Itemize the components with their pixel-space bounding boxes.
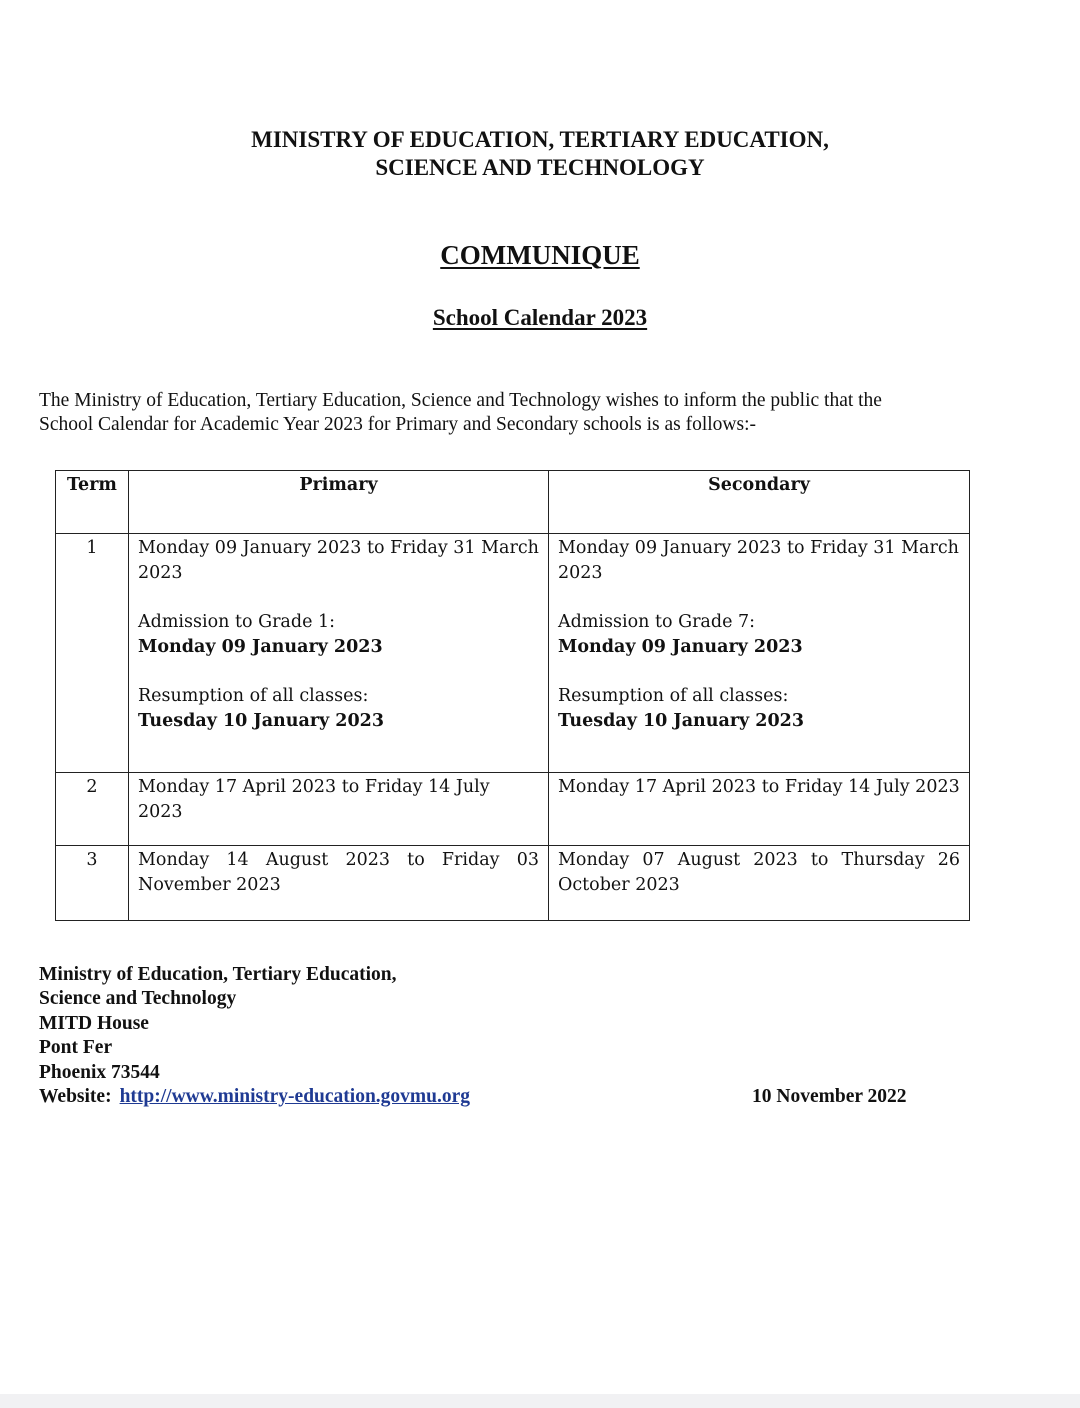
secondary-resumption-date: Tuesday 10 January 2023 (558, 710, 804, 731)
school-calendar-table (55, 470, 970, 921)
primary-resumption-date: Tuesday 10 January 2023 (138, 710, 384, 731)
table-header-row (56, 471, 970, 534)
primary-resumption-label: Resumption of all classes: (138, 686, 369, 706)
ministry-title (0, 126, 1080, 182)
header-secondary: Secondary (549, 471, 970, 534)
primary-admission-date: Monday 09 January 2023 (138, 636, 383, 657)
table-row (56, 846, 970, 921)
address-line1: Ministry of Education, Tertiary Education, (39, 964, 397, 985)
website-link[interactable]: http://www.ministry-education.govmu.org (119, 1086, 471, 1108)
secondary-cell (549, 534, 970, 773)
communique-heading-text: COMMUNIQUE (440, 240, 640, 270)
secondary-admission-date: Monday 09 January 2023 (558, 636, 803, 657)
secondary-period: Monday 17 April 2023 to Friday 14 July 2023 (558, 777, 960, 797)
calendar-title-text: School Calendar 2023 (432, 305, 648, 330)
secondary-admission-label: Admission to Grade 7: (558, 612, 756, 632)
ministry-title-line1: MINISTRY OF EDUCATION, TERTIARY EDUCATION, (251, 127, 829, 152)
table-row (56, 773, 970, 846)
communique-date: 10 November 2022 (752, 1086, 907, 1107)
term-number: 2 (56, 773, 129, 846)
secondary-resumption-label: Resumption of all classes: (558, 686, 789, 706)
secondary-period: Monday 07 August 2023 to Thursday 26 October 2023 (558, 850, 960, 895)
primary-period: Monday 09 January 2023 to Friday 31 March 2023 (138, 538, 539, 583)
primary-cell (129, 846, 549, 921)
primary-period: Monday 14 August 2023 to Friday 03 November 2023 (138, 850, 539, 895)
primary-period: Monday 17 April 2023 to Friday 14 July 2023 (138, 777, 490, 822)
communique-heading (0, 239, 1080, 271)
header-primary: Primary (129, 471, 549, 534)
table-row (56, 534, 970, 773)
intro-line2: School Calendar for Academic Year 2023 for Primary and Secondary schools is as follows:- (39, 414, 757, 435)
intro-line1: The Ministry of Education, Tertiary Education, Science and Technology wishes to inform the public that the (39, 390, 882, 411)
primary-admission-label: Admission to Grade 1: (138, 612, 336, 632)
intro-paragraph (39, 389, 1039, 437)
primary-cell (129, 773, 549, 846)
address-line3: MITD House (39, 1012, 149, 1034)
address-line2: Science and Technology (39, 988, 237, 1010)
website-line (39, 1085, 470, 1109)
term-number: 3 (56, 846, 129, 921)
calendar-title (0, 304, 1080, 332)
secondary-cell (549, 846, 970, 921)
secondary-period: Monday 09 January 2023 to Friday 31 March 2023 (558, 538, 959, 583)
ministry-title-line2: SCIENCE AND TECHNOLOGY (375, 155, 705, 180)
term-number: 1 (56, 534, 129, 773)
secondary-cell (549, 773, 970, 846)
address-line5: Phoenix 73544 (39, 1061, 160, 1083)
bottom-strip (0, 1394, 1080, 1408)
website-label: Website: (39, 1086, 112, 1108)
primary-cell (129, 534, 549, 773)
address-line4: Pont Fer (39, 1037, 113, 1059)
ministry-address (39, 963, 470, 1109)
header-term: Term (56, 471, 129, 534)
